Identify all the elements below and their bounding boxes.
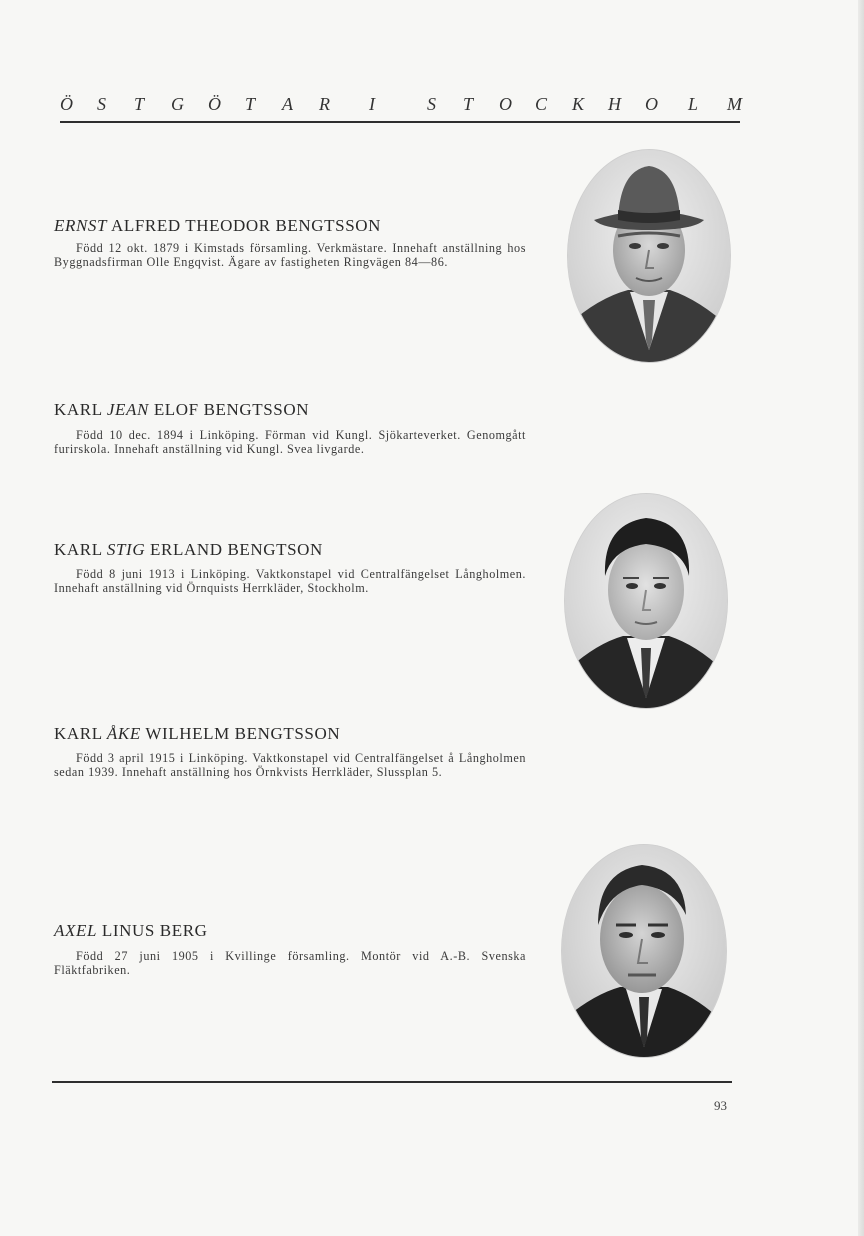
given-name: ÅKE [106,724,141,743]
name-prefix: KARL [54,400,107,419]
running-head-letter: T [245,94,256,114]
running-head [60,94,740,120]
running-head-letter: Ö [60,94,73,114]
other-names: LINUS BERG [97,921,208,940]
running-head-letter: C [535,94,548,114]
other-names: ERLAND BENGTSON [145,540,323,559]
given-name: ERNST [54,216,108,235]
page-edge [858,0,864,1236]
given-name: STIG [106,540,146,559]
running-head-letter: G [171,94,184,114]
running-head-letter: L [688,94,699,114]
entry-name [54,724,340,744]
portrait-photo [568,150,730,362]
given-name: AXEL [54,921,98,940]
name-prefix: KARL [54,540,107,559]
entry-bio: Född 10 dec. 1894 i Linköping. Förman vid Kungl. Sjökarteverket. Genomgått furirskola. Innehaft anställning vid Kungl. Svea livgarde. [54,428,526,456]
other-names: ELOF BENGTSSON [148,400,310,419]
running-head-letter: I [369,94,375,114]
other-names: ALFRED THEODOR BENGTSSON [107,216,382,235]
running-head-letter: Ö [208,94,221,114]
entry-name [54,921,208,941]
running-head-letter: K [572,94,585,114]
other-names: WILHELM BENGTSSON [140,724,341,743]
running-head-letter: T [134,94,145,114]
running-head-letter: O [645,94,658,114]
entry-name [54,400,309,420]
header-rule [60,121,740,123]
entry-name [54,216,381,236]
entry-bio: Född 8 juni 1913 i Linköping. Vaktkonstapel vid Centralfängelset Långholmen. Innehaft anställning vid Örnquists Herrkläder, Stockholm. [54,567,526,595]
running-head-letter: O [499,94,512,114]
running-head-letter: S [427,94,436,114]
page-number: 93 [714,1098,727,1113]
portrait-photo [565,494,727,708]
running-head-letter: S [97,94,106,114]
running-head-letter: A [282,94,293,114]
running-head-letter: M [727,94,742,114]
entry-bio: Född 12 okt. 1879 i Kimstads församling. Verkmästare. Innehaft anställning hos Byggnadsfirman Olle Engqvist. Ägare av fastigheten Ringvägen 84—86. [54,241,526,269]
footer-rule [52,1081,732,1083]
running-head-letter: T [463,94,474,114]
name-prefix: KARL [54,724,107,743]
entry-bio: Född 27 juni 1905 i Kvillinge församling. Montör vid A.-B. Svenska Fläktfabriken. [54,949,526,977]
entry-bio: Född 3 april 1915 i Linköping. Vaktkonstapel vid Centralfängelset å Långholmen sedan 1939. Innehaft anställning hos Örnkvists Herrkläder, Slussplan 5. [54,751,526,779]
entry-name [54,540,323,560]
running-head-letter: R [319,94,330,114]
running-head-letter: H [608,94,621,114]
given-name: JEAN [106,400,149,419]
portrait-photo [562,845,726,1057]
